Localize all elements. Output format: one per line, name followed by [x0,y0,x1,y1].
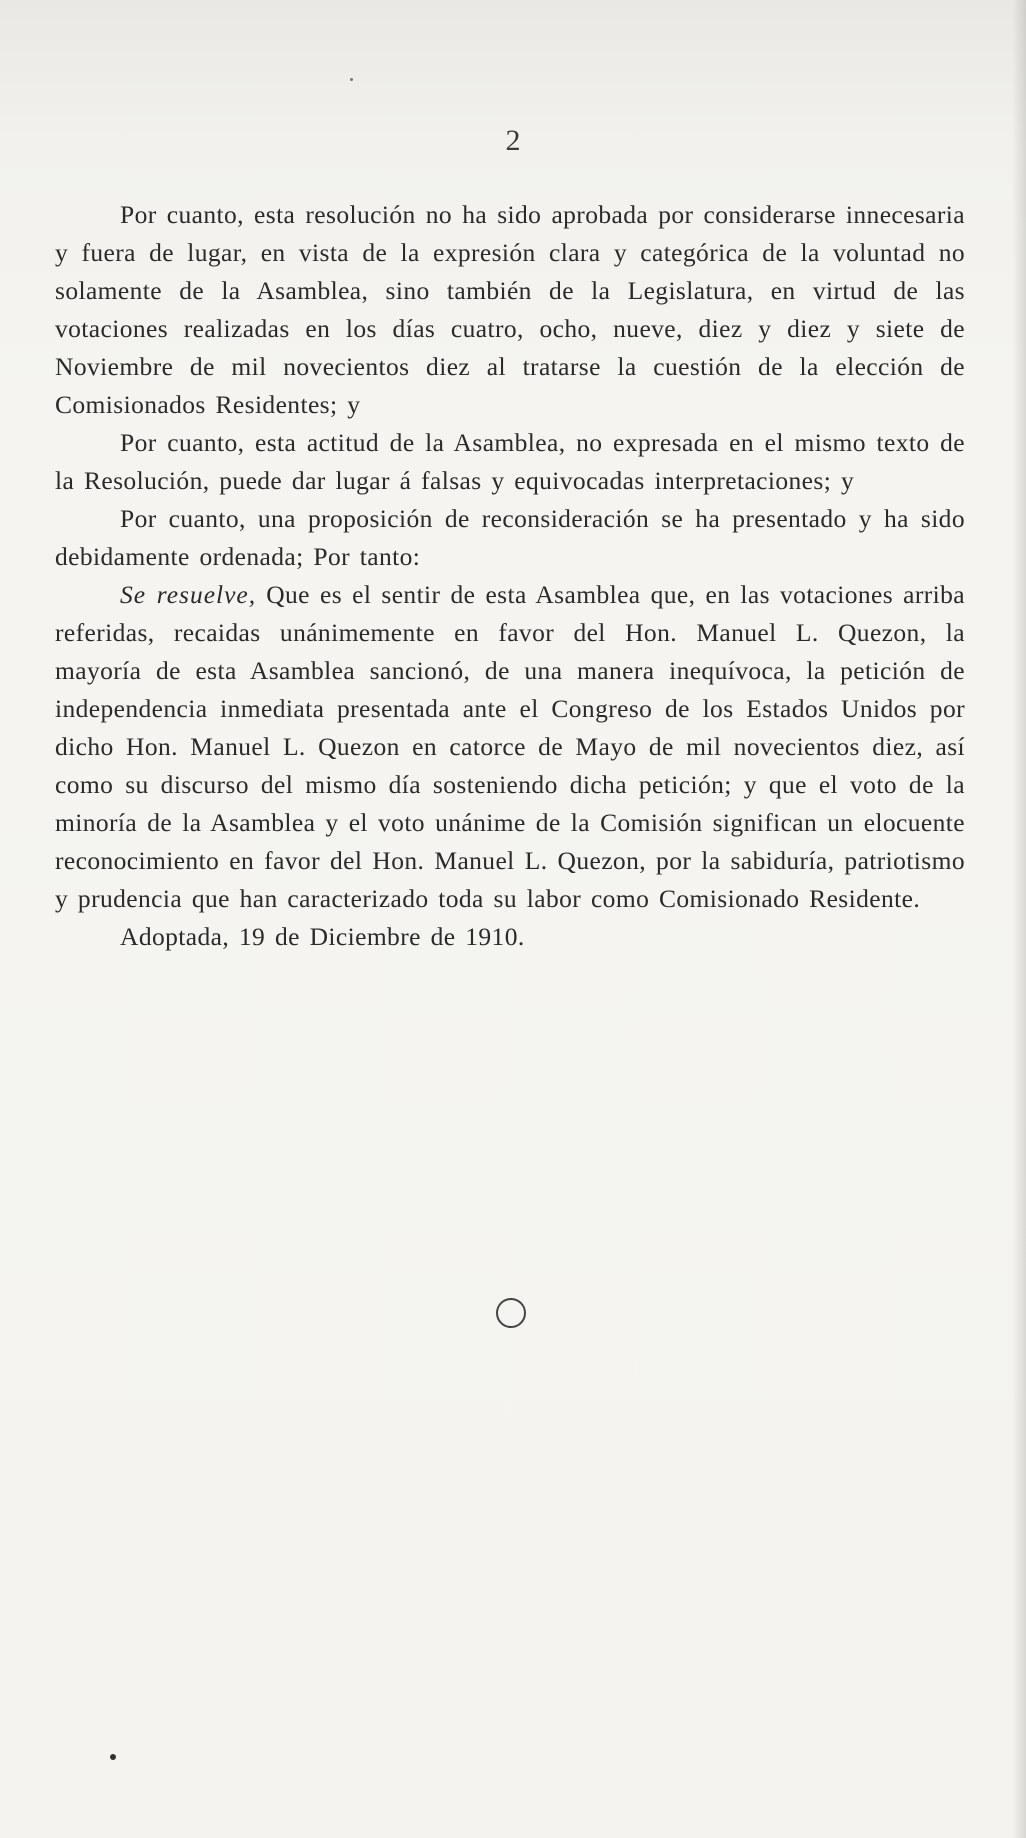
paragraph-whereas-3: Por cuanto, una proposición de reconsideración se ha presentado y ha sido debidamente ordenada; Por tanto: [55,504,965,571]
circle-ornament-icon [496,1298,526,1328]
document-body [55,196,965,956]
page-number: 2 [505,124,521,157]
paragraph-whereas-1: Por cuanto, esta resolución no ha sido aprobada por considerarse innecesaria y fuera de lugar, en vista de la expresión clara y categórica de la voluntad no solamente de la Asamblea, sino también de la Legislatura, en virtud de las votaciones realizadas en los días cuatro, ocho, nueve, diez y diez y siete de Noviembre de mil novecientos diez al tratarse la cuestión de la elección de Comisionados Residentes; y [55,200,965,419]
resolution-lead: Se resuelve, [120,580,257,609]
ink-speck [350,78,353,81]
adoption-date: Adoptada, 19 de Diciembre de 1910. [120,922,525,951]
paragraph-whereas-2: Por cuanto, esta actitud de la Asamblea, no expresada en el mismo texto de la Resolución, puede dar lugar á falsas y equivocadas interpretaciones; y [55,428,965,495]
paragraph-resolution [55,576,965,918]
resolution-text: Que es el sentir de esta Asamblea que, en las votaciones arriba referidas, recaidas unánimemente en favor del Hon. Manuel L. Quezon, la mayoría de esta Asamblea sancionó, de una manera inequívoca, la petición de independencia inmediata presentada ante el Congreso de los Estados Unidos por dicho Hon. Manuel L. Quezon en catorce de Mayo de mil novecientos diez, así como su discurso del mismo día sosteniendo dicha petición; y que el voto de la minoría de la Asamblea y el voto unánime de la Comisión significan un elocuente reconocimiento en favor del Hon. Manuel L. Quezon, por la sabiduría, patriotismo y prudencia que han caracterizado toda su labor como Comisionado Residente. [55,580,966,913]
page-edge-shadow [1012,0,1026,1838]
ink-speck [110,1754,116,1760]
